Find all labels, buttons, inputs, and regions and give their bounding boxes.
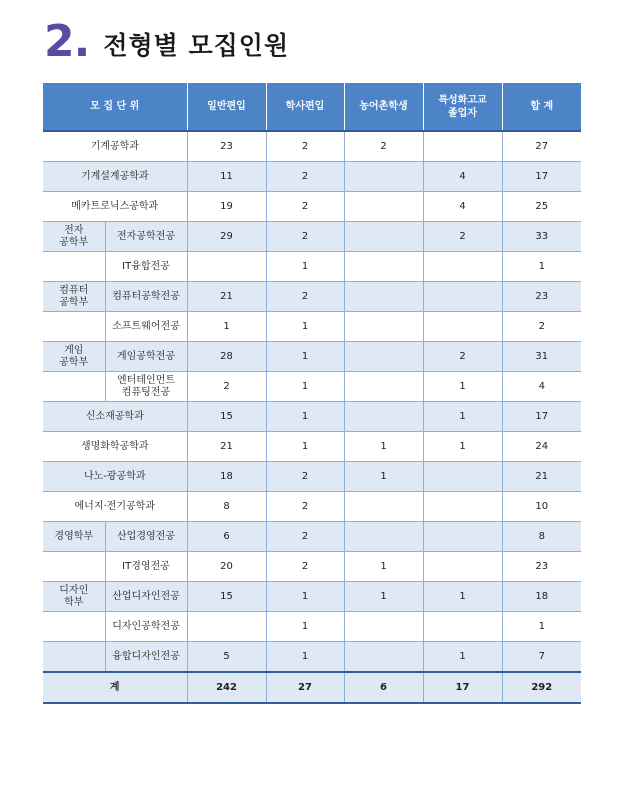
count-cell: 2 [266,222,344,252]
count-cell: 21 [187,432,266,462]
table-row [43,642,581,673]
count-cell: 18 [187,462,266,492]
count-cell: 20 [187,552,266,582]
count-cell [423,612,502,642]
count-cell: 4 [423,162,502,192]
count-cell [344,282,423,312]
count-cell: 2 [266,522,344,552]
count-cell: 1 [266,432,344,462]
count-cell [423,522,502,552]
count-cell: 2 [423,342,502,372]
count-cell: 2 [266,192,344,222]
count-cell [187,252,266,282]
header-vocational-graduate: 특성화고교 졸업자 [423,83,502,131]
count-cell: 2 [266,552,344,582]
count-cell: 1 [266,342,344,372]
unit-name: 융합디자인전공 [105,642,187,673]
count-cell: 4 [502,372,581,402]
count-cell [344,342,423,372]
count-cell [344,612,423,642]
table-row [43,192,581,222]
header-bachelor-transfer: 학사편입 [266,83,344,131]
count-cell: 1 [344,462,423,492]
count-cell: 7 [502,642,581,673]
count-cell: 1 [423,432,502,462]
count-cell: 2 [266,162,344,192]
header-general-transfer: 일반편입 [187,83,266,131]
count-cell [187,612,266,642]
unit-name: 기계설계공학과 [43,162,187,192]
unit-name: 산업경영전공 [105,522,187,552]
count-cell: 2 [266,492,344,522]
table-row [43,462,581,492]
count-cell [423,282,502,312]
total-cell: 6 [344,672,423,703]
count-cell: 2 [187,372,266,402]
count-cell: 17 [502,162,581,192]
total-cell: 242 [187,672,266,703]
section-number: 2. [44,16,90,67]
count-cell [344,492,423,522]
table-row [43,372,581,402]
group-name: 게임 공학부 [43,342,105,372]
count-cell [423,492,502,522]
count-cell: 2 [423,222,502,252]
recruitment-table [43,83,581,704]
count-cell: 31 [502,342,581,372]
table-row [43,492,581,522]
count-cell: 1 [266,612,344,642]
count-cell: 1 [344,582,423,612]
count-cell: 6 [187,522,266,552]
count-cell: 8 [187,492,266,522]
count-cell: 1 [423,372,502,402]
group-name: 전자 공학부 [43,222,105,252]
count-cell: 5 [187,642,266,673]
count-cell [344,402,423,432]
count-cell: 17 [502,402,581,432]
table-row [43,522,581,552]
count-cell [423,252,502,282]
total-label: 계 [43,672,187,703]
unit-name: 에너지·전기공학과 [43,492,187,522]
table-row [43,612,581,642]
count-cell: 1 [266,582,344,612]
count-cell: 1 [423,402,502,432]
table-row [43,582,581,612]
unit-name: 전자공학전공 [105,222,187,252]
count-cell: 2 [266,282,344,312]
header-unit: 모 집 단 위 [43,83,187,131]
unit-name: 기계공학과 [43,131,187,162]
count-cell [344,192,423,222]
group-name: 컴퓨터 공학부 [43,282,105,312]
count-cell: 11 [187,162,266,192]
group-name [43,642,105,673]
page-title: 전형별 모집인원 [103,31,290,60]
count-cell: 1 [266,372,344,402]
group-name [43,372,105,402]
table-row [43,222,581,252]
count-cell [344,222,423,252]
group-name: 디자인 학부 [43,582,105,612]
count-cell: 1 [344,432,423,462]
count-cell: 4 [423,192,502,222]
total-cell: 292 [502,672,581,703]
count-cell: 21 [187,282,266,312]
table-row [43,432,581,462]
group-name [43,312,105,342]
count-cell: 25 [502,192,581,222]
count-cell: 28 [187,342,266,372]
table-row [43,312,581,342]
count-cell: 2 [344,131,423,162]
count-cell [344,162,423,192]
count-cell: 10 [502,492,581,522]
count-cell: 2 [266,462,344,492]
count-cell: 29 [187,222,266,252]
table-row [43,402,581,432]
count-cell: 2 [266,131,344,162]
group-name [43,552,105,582]
count-cell: 1 [266,312,344,342]
count-cell: 1 [266,252,344,282]
count-cell: 1 [266,642,344,673]
count-cell: 21 [502,462,581,492]
count-cell [344,252,423,282]
unit-name: 디자인공학전공 [105,612,187,642]
table-row [43,252,581,282]
count-cell [344,372,423,402]
group-name [43,612,105,642]
count-cell [344,522,423,552]
unit-name: 소프트웨어전공 [105,312,187,342]
page-heading [44,16,290,67]
count-cell [344,312,423,342]
table-row [43,342,581,372]
unit-name: 컴퓨터공학전공 [105,282,187,312]
count-cell: 33 [502,222,581,252]
unit-name: 게임공학전공 [105,342,187,372]
unit-name: 엔터테인먼트 컴퓨팅전공 [105,372,187,402]
count-cell: 23 [502,552,581,582]
count-cell [423,312,502,342]
table-header-row [43,83,581,131]
table-row [43,162,581,192]
table-row [43,552,581,582]
count-cell: 15 [187,402,266,432]
count-cell [344,642,423,673]
unit-name: IT융합전공 [105,252,187,282]
count-cell: 23 [502,282,581,312]
header-rural-student: 농어촌학생 [344,83,423,131]
group-name: 경영학부 [43,522,105,552]
count-cell: 27 [502,131,581,162]
count-cell: 19 [187,192,266,222]
total-row [43,672,581,703]
unit-name: 산업디자인전공 [105,582,187,612]
table-row [43,131,581,162]
count-cell: 1 [502,612,581,642]
count-cell [423,552,502,582]
count-cell: 1 [423,642,502,673]
table-row [43,282,581,312]
count-cell: 1 [266,402,344,432]
count-cell: 8 [502,522,581,552]
unit-name: 나노-광공학과 [43,462,187,492]
group-name [43,252,105,282]
count-cell: 24 [502,432,581,462]
unit-name: 신소재공학과 [43,402,187,432]
count-cell: 1 [344,552,423,582]
count-cell [423,462,502,492]
count-cell: 15 [187,582,266,612]
header-total: 합 계 [502,83,581,131]
unit-name: 메카트로닉스공학과 [43,192,187,222]
count-cell: 1 [423,582,502,612]
count-cell: 2 [502,312,581,342]
total-cell: 17 [423,672,502,703]
count-cell: 23 [187,131,266,162]
count-cell: 18 [502,582,581,612]
count-cell [423,131,502,162]
count-cell: 1 [187,312,266,342]
unit-name: 생명화학공학과 [43,432,187,462]
count-cell: 1 [502,252,581,282]
unit-name: IT경영전공 [105,552,187,582]
total-cell: 27 [266,672,344,703]
